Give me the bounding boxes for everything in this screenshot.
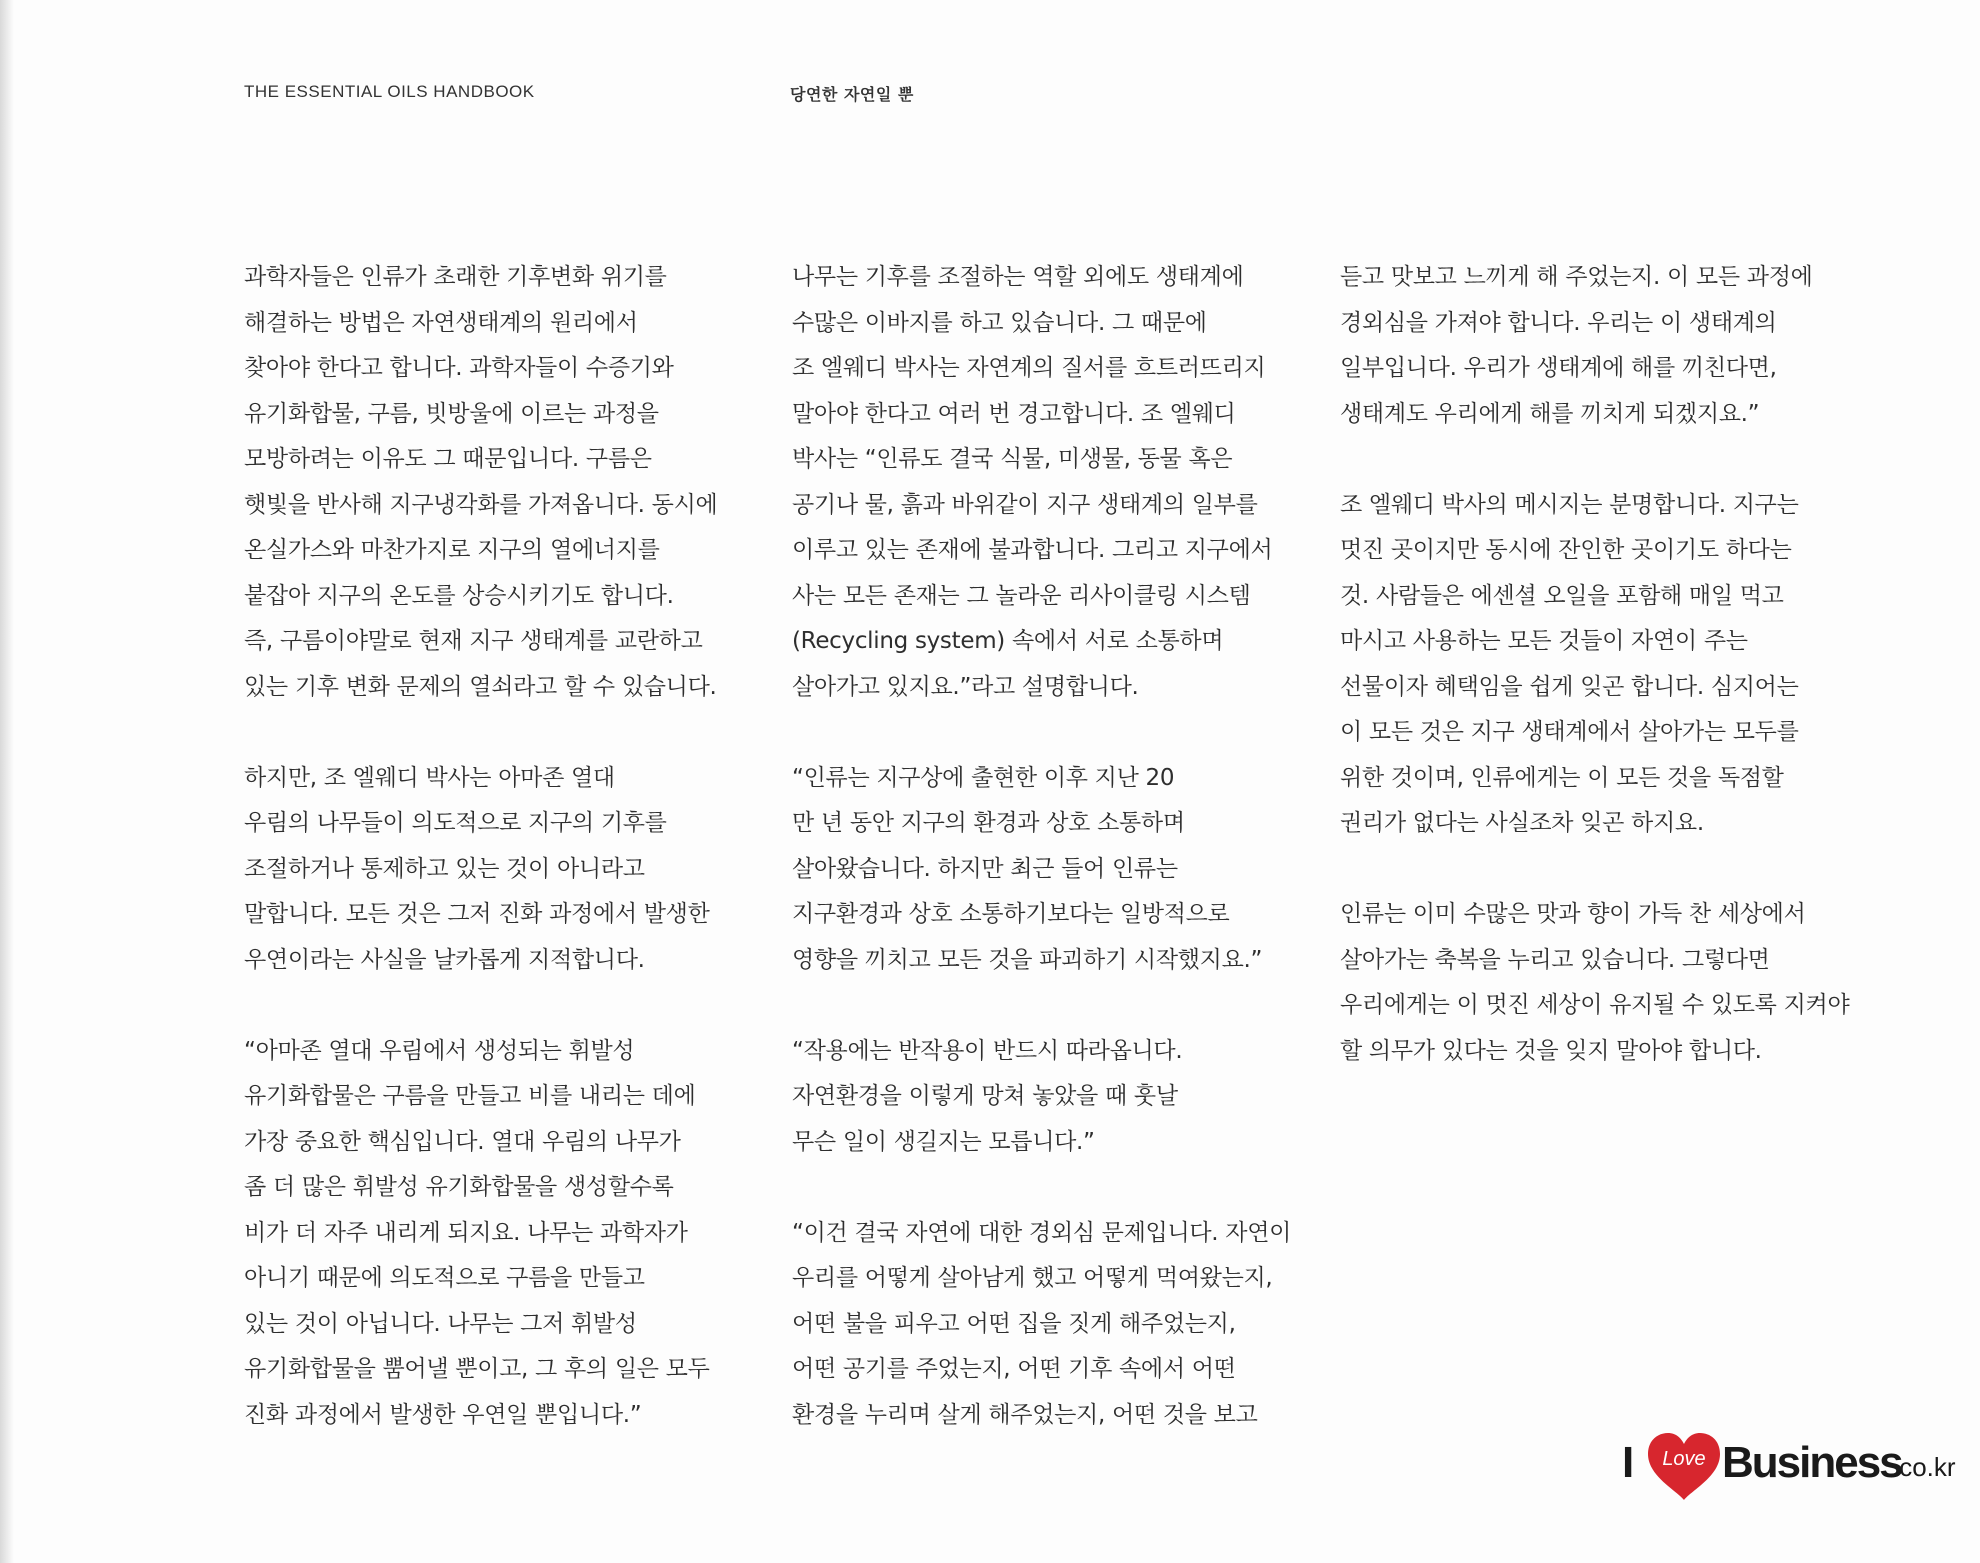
text-line: “아마존 열대 우림에서 생성되는 휘발성 — [244, 1037, 635, 1064]
text-line: 가장 중요한 핵심입니다. 열대 우림의 나무가 — [244, 1128, 681, 1155]
text-line: 말합니다. 모든 것은 그저 진화 과정에서 발생한 — [244, 901, 710, 927]
text-line: 어떤 공기를 주었는지, 어떤 기후 속에서 어떤 — [792, 1356, 1236, 1382]
text-line: 공기나 물, 흙과 바위같이 지구 생태계의 일부를 — [792, 491, 1258, 518]
text-line: 유기화합물을 뿜어낼 뿐이고, 그 후의 일은 모두 — [244, 1356, 710, 1382]
paragraph — [792, 255, 1312, 710]
text-line: 모방하려는 이유도 그 때문입니다. 구름은 — [244, 446, 652, 472]
logo-business-text: Business — [1722, 1438, 1902, 1487]
text-line: 인류는 이미 수많은 맛과 향이 가득 찬 세상에서 — [1340, 901, 1806, 927]
paragraph — [792, 1211, 1312, 1439]
paragraph — [244, 1029, 764, 1439]
text-line: 것. 사람들은 에센셜 오일을 포함해 매일 먹고 — [1340, 582, 1784, 609]
text-line: 진화 과정에서 발생한 우연일 뿐입니다.” — [244, 1401, 642, 1428]
text-line: 자연환경을 이렇게 망쳐 놓았을 때 훗날 — [792, 1083, 1178, 1109]
text-line: “작용에는 반작용이 반드시 따라옵니다. — [792, 1037, 1183, 1064]
text-line: 조 엘웨디 박사의 메시지는 분명합니다. 지구는 — [1340, 491, 1799, 518]
paragraph — [1340, 483, 1870, 847]
paragraph — [244, 255, 764, 710]
logo-letter-i: I — [1622, 1438, 1635, 1487]
text-line: 사는 모든 존재는 그 놀라운 리사이클링 시스템 — [792, 582, 1251, 609]
text-line: 지구환경과 상호 소통하기보다는 일방적으로 — [792, 901, 1230, 927]
text-line: 만 년 동안 지구의 환경과 상호 소통하며 — [792, 810, 1185, 836]
text-line: 멋진 곳이지만 동시에 잔인한 곳이기도 하다는 — [1340, 537, 1792, 563]
text-line: 이 모든 것은 지구 생태계에서 살아가는 모두를 — [1340, 719, 1799, 745]
text-line: 선물이자 혜택임을 쉽게 잊곤 합니다. 심지어는 — [1340, 673, 1799, 700]
text-line: 영향을 끼치고 모든 것을 파괴하기 시작했지요.” — [792, 946, 1263, 973]
text-line: 찾아야 한다고 합니다. 과학자들이 수증기와 — [244, 355, 674, 381]
text-line: 조 엘웨디 박사는 자연계의 질서를 흐트러뜨리지 — [792, 355, 1266, 381]
text-line: “인류는 지구상에 출현한 이후 지난 20 — [792, 764, 1175, 791]
text-line: 이루고 있는 존재에 불과합니다. 그리고 지구에서 — [792, 537, 1273, 563]
text-line: 권리가 없다는 사실조차 잊곤 하지요. — [1340, 810, 1704, 836]
watermark-logo — [1622, 1432, 1956, 1504]
text-line: 경외심을 가져야 합니다. 우리는 이 생태계의 — [1340, 309, 1777, 336]
text-line: 말아야 한다고 여러 번 경고합니다. 조 엘웨디 — [792, 400, 1236, 427]
paragraph — [792, 1029, 1312, 1166]
text-line: 있는 기후 변화 문제의 열쇠라고 할 수 있습니다. — [244, 673, 717, 700]
text-line: 듣고 맛보고 느끼게 해 주었는지. 이 모든 과정에 — [1340, 264, 1813, 290]
text-line: 박사는 “인류도 결국 식물, 미생물, 동물 혹은 — [792, 446, 1233, 472]
text-column-2 — [792, 255, 1312, 1484]
text-line: 무슨 일이 생길지는 모릅니다.” — [792, 1128, 1095, 1155]
paragraph — [792, 756, 1312, 984]
text-line: 수많은 이바지를 하고 있습니다. 그 때문에 — [792, 309, 1207, 336]
text-line: 우림의 나무들이 의도적으로 지구의 기후를 — [244, 810, 667, 836]
logo-love-text: Love — [1662, 1448, 1706, 1470]
text-line: (Recycling system) 속에서 서로 소통하며 — [792, 628, 1224, 654]
logo-domain-text: .co.kr — [1892, 1452, 1956, 1482]
text-line: 즉, 구름이야말로 현재 지구 생태계를 교란하고 — [244, 628, 703, 654]
text-line: 생태계도 우리에게 해를 끼치게 되겠지요.” — [1340, 400, 1760, 427]
text-line: 하지만, 조 엘웨디 박사는 아마존 열대 — [244, 764, 615, 791]
running-head-chapter-title: 당연한 자연일 뿐 — [790, 85, 914, 104]
text-line: 유기화합물, 구름, 빗방울에 이르는 과정을 — [244, 400, 659, 427]
text-line: 우연이라는 사실을 날카롭게 지적합니다. — [244, 946, 645, 973]
paragraph — [1340, 255, 1870, 437]
paragraph — [244, 756, 764, 984]
text-column-3 — [1340, 255, 1870, 1120]
text-line: 위한 것이며, 인류에게는 이 모든 것을 독점할 — [1340, 764, 1784, 791]
text-line: 햇빛을 반사해 지구냉각화를 가져옵니다. 동시에 — [244, 491, 718, 518]
paragraph — [1340, 892, 1870, 1074]
text-line: 온실가스와 마찬가지로 지구의 열에너지를 — [244, 537, 660, 563]
text-line: 아니기 때문에 의도적으로 구름을 만들고 — [244, 1265, 645, 1291]
running-head-book-title: THE ESSENTIAL OILS HANDBOOK — [244, 82, 535, 101]
text-line: 할 의무가 있다는 것을 잊지 말아야 합니다. — [1340, 1037, 1762, 1064]
text-line: 우리에게는 이 멋진 세상이 유지될 수 있도록 지켜야 — [1340, 992, 1850, 1018]
text-line: 있는 것이 아닙니다. 나무는 그저 휘발성 — [244, 1310, 637, 1337]
text-line: 좀 더 많은 휘발성 유기화합물을 생성할수록 — [244, 1174, 674, 1200]
text-line: 나무는 기후를 조절하는 역할 외에도 생태계에 — [792, 264, 1244, 290]
text-line: 우리를 어떻게 살아남게 했고 어떻게 먹여왔는지, — [792, 1265, 1273, 1291]
text-line: 비가 더 자주 내리게 되지요. 나무는 과학자가 — [244, 1219, 688, 1246]
text-line: 마시고 사용하는 모든 것들이 자연이 주는 — [1340, 628, 1748, 654]
text-line: 과학자들은 인류가 초래한 기후변화 위기를 — [244, 264, 667, 290]
text-line: 해결하는 방법은 자연생태계의 원리에서 — [244, 309, 638, 336]
page-edge-shadow — [0, 0, 14, 1563]
text-line: 일부입니다. 우리가 생태계에 해를 끼친다면, — [1340, 355, 1777, 381]
text-line: 어떤 불을 피우고 어떤 집을 짓게 해주었는지, — [792, 1310, 1236, 1337]
text-line: “이건 결국 자연에 대한 경외심 문제입니다. 자연이 — [792, 1219, 1292, 1246]
text-line: 살아왔습니다. 하지만 최근 들어 인류는 — [792, 855, 1178, 882]
text-line: 살아가는 축복을 누리고 있습니다. 그렇다면 — [1340, 946, 1770, 973]
text-line: 조절하거나 통제하고 있는 것이 아니라고 — [244, 855, 645, 882]
text-line: 환경을 누리며 살게 해주었는지, 어떤 것을 보고 — [792, 1401, 1258, 1428]
text-line: 붙잡아 지구의 온도를 상승시키기도 합니다. — [244, 582, 674, 609]
text-line: 유기화합물은 구름을 만들고 비를 내리는 데에 — [244, 1083, 696, 1109]
text-line: 살아가고 있지요.”라고 설명합니다. — [792, 673, 1139, 700]
text-column-1 — [244, 255, 764, 1484]
